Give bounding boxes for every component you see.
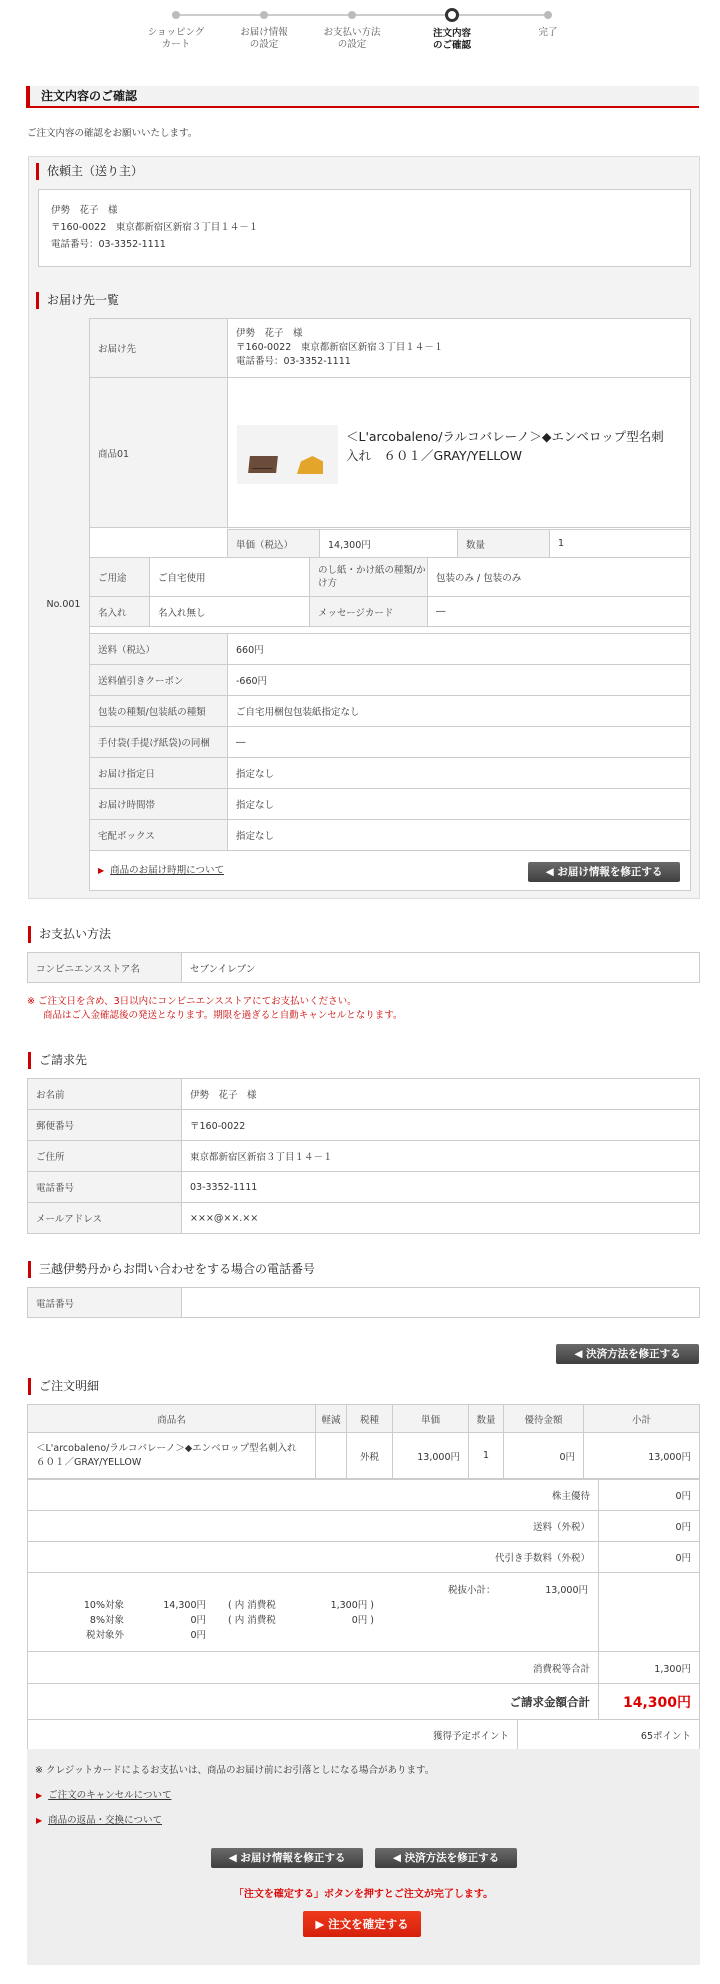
sender-address: 〒160-0022 東京都新宿区新宿３丁目１４－１ (51, 222, 259, 233)
step-delivery: お届け情報 の設定 (224, 8, 304, 51)
billing-title: ご請求先 (28, 1052, 87, 1069)
col-header: 軽減 (316, 1405, 347, 1433)
step-payment: お支払い方法 の設定 (312, 8, 392, 51)
product-label: 商品01 (90, 378, 228, 528)
summary-label: 代引き手数料（外税） (28, 1542, 599, 1573)
billing-table (27, 1078, 700, 1234)
summary-label: 株主優待 (28, 1480, 599, 1511)
sender-title: 依頼主（送り主） (36, 163, 143, 180)
detail-value: 指定なし (228, 820, 691, 851)
billing-value: ×××@××.×× (182, 1203, 700, 1234)
envelope-card-case-image (248, 456, 278, 473)
consumption-tax-value: 1,300円 (599, 1652, 700, 1684)
step-complete: 完了 (508, 8, 588, 39)
col-header: 単価 (393, 1405, 469, 1433)
destination-no: No.001 (38, 318, 90, 891)
detail-label: 手付袋(手提げ紙袋)の同梱 (90, 727, 228, 758)
billing-label: お名前 (28, 1079, 182, 1110)
payment-label: コンビニエンスストア名 (28, 953, 182, 983)
edit-payment-button-bottom[interactable]: ◀ 決済方法を修正する (375, 1848, 517, 1868)
detail-value: -660円 (228, 665, 691, 696)
sender-box (38, 189, 691, 267)
delivery-timing-link[interactable]: ▶ 商品のお届け時期について (98, 865, 224, 876)
step-cart: ショッピング カート (136, 8, 216, 51)
message-card-value: ― (428, 597, 691, 627)
contact-label: 電話番号 (28, 1288, 182, 1318)
col-header: 税種 (347, 1405, 393, 1433)
billing-label: ご住所 (28, 1141, 182, 1172)
col-header: 商品名 (28, 1405, 316, 1433)
detail-value: 指定なし (228, 758, 691, 789)
detail-label: 送料（税込） (90, 634, 228, 665)
page-title: 注文内容のご確認 (26, 86, 699, 108)
points-value: 65ポイント (518, 1720, 700, 1750)
consumption-tax-label: 消費税等合計 (28, 1652, 599, 1684)
sender-phone: 電話番号：03-3352-1111 (51, 239, 166, 250)
item-discount: 0円 (504, 1433, 584, 1479)
message-card-label: メッセージカード (310, 597, 428, 627)
credit-note: ※ クレジットカードによるお支払いは、商品のお届け前にお引落としになる場合があります。 (35, 1765, 435, 1776)
total-label: ご請求金額合計 (28, 1684, 599, 1720)
item-name: ＜L'arcobaleno/ラルコバレーノ＞◆エンベロップ型名刺入れ ６０１／GRAY/YELLOW (28, 1433, 316, 1479)
item-price: 13,000円 (393, 1433, 469, 1479)
price-row (227, 529, 691, 558)
billing-label: 郵便番号 (28, 1110, 182, 1141)
billing-value: 03-3352-1111 (182, 1172, 700, 1203)
dest-phone: 電話番号：03-3352-1111 (236, 356, 351, 367)
intro-text: ご注文内容の確認をお願いいたします。 (27, 128, 198, 139)
detail-label: お届け指定日 (90, 758, 228, 789)
pretax-value: 13,000円 (545, 1585, 588, 1596)
points-table (27, 1719, 700, 1750)
use-label: ご用途 (90, 558, 150, 597)
summary-value: 0円 (599, 1542, 700, 1573)
unit-price-label: 単価（税込） (228, 530, 320, 558)
name-engrave-label: 名入れ (90, 597, 150, 627)
total-value: 14,300円 (599, 1684, 700, 1720)
detail-value: 660円 (228, 634, 691, 665)
summary-value: 0円 (599, 1480, 700, 1511)
detail-value: 指定なし (228, 789, 691, 820)
return-link[interactable]: ▶ 商品の返品・交換について (36, 1815, 162, 1826)
billing-value: 〒160-0022 (182, 1110, 700, 1141)
confirm-note: 「注文を確定する」ボタンを押すとご注文が完了します。 (233, 1889, 494, 1900)
destinations-title: お届け先一覧 (36, 292, 119, 309)
noshi-label: のし紙・かけ紙の種類/かけ方 (310, 558, 428, 597)
detail-label: 包装の種類/包装紙の種類 (90, 696, 228, 727)
tax-breakdown: 10%対象 14,300円 ( 内 消費税 1,300円 ) 8%対象 0円 ( 内 消費税 0円 ) 税対象外 0円 (83, 1600, 374, 1641)
name-engrave-value: 名入れ無し (150, 597, 310, 627)
sender-name: 伊勢 花子 様 (51, 205, 118, 216)
item-reduced (316, 1433, 347, 1479)
detail-value: ご自宅用梱包包装紙指定なし (228, 696, 691, 727)
confirm-order-button[interactable]: ▶ 注文を確定する (303, 1911, 421, 1937)
dest-address: 〒160-0022 東京都新宿区新宿３丁目１４－１ (236, 342, 444, 353)
payment-title: お支払い方法 (28, 926, 111, 943)
qty-label: 数量 (458, 530, 550, 558)
item-subtotal: 13,000円 (584, 1433, 700, 1479)
summary-value: 0円 (599, 1511, 700, 1542)
noshi-value: 包装のみ / 包装のみ (428, 558, 691, 597)
payment-note-1: ※ ご注文日を含め、3日以内にコンビニエンスストアにてお支払いください。 (27, 996, 357, 1007)
billing-value: 東京都新宿区新宿３丁目１４－１ (182, 1141, 700, 1172)
use-value: ご自宅使用 (150, 558, 310, 597)
cancel-link[interactable]: ▶ ご注文のキャンセルについて (36, 1790, 172, 1801)
col-header: 小計 (584, 1405, 700, 1433)
payment-note-2: 商品はご入金確認後の発送となります。期限を過ぎると自動キャンセルとなります。 (43, 1010, 403, 1021)
detail-value: ― (228, 727, 691, 758)
product-image[interactable] (237, 425, 338, 484)
item-tax-type: 外税 (347, 1433, 393, 1479)
dest-name: 伊勢 花子 様 (236, 328, 303, 339)
options-table (89, 557, 691, 627)
qty: 1 (550, 530, 691, 558)
col-header: 優待金額 (504, 1405, 584, 1433)
points-label: 獲得予定ポイント (28, 1720, 518, 1750)
billing-label: 電話番号 (28, 1172, 182, 1203)
product-name[interactable]: ＜L'arcobaleno/ラルコバレーノ＞◆エンベロップ型名刺入れ ６０１／GRAY/YELLOW (346, 429, 664, 463)
contact-value (182, 1288, 700, 1318)
detail-label: お届け時間帯 (90, 789, 228, 820)
detail-label: 宅配ボックス (90, 820, 228, 851)
contact-table (27, 1287, 700, 1318)
payment-value: セブンイレブン (182, 953, 700, 983)
edit-delivery-button[interactable]: ◀ お届け情報を修正する (528, 862, 680, 882)
details-title: ご注文明細 (28, 1378, 99, 1395)
unit-price: 14,300円 (320, 530, 458, 558)
pretax-label: 税抜小計： (448, 1585, 496, 1596)
detail-label: 送料値引きクーポン (90, 665, 228, 696)
edit-delivery-button-bottom[interactable]: ◀ お届け情報を修正する (211, 1848, 363, 1868)
delivery-details-table (89, 633, 691, 851)
step-confirm: 注文内容 のご確認 (412, 8, 492, 52)
billing-value: 伊勢 花子 様 (182, 1079, 700, 1110)
payment-table (27, 952, 700, 983)
billing-label: メールアドレス (28, 1203, 182, 1234)
summary-label: 送料（外税） (28, 1511, 599, 1542)
contact-title: 三越伊勢丹からお問い合わせをする場合の電話番号 (28, 1261, 315, 1278)
destination-table (89, 318, 691, 528)
details-table (27, 1404, 700, 1479)
col-header: 数量 (469, 1405, 504, 1433)
edit-payment-button[interactable]: ◀ 決済方法を修正する (556, 1344, 699, 1364)
item-qty: 1 (469, 1433, 504, 1479)
dest-label: お届け先 (90, 319, 228, 378)
